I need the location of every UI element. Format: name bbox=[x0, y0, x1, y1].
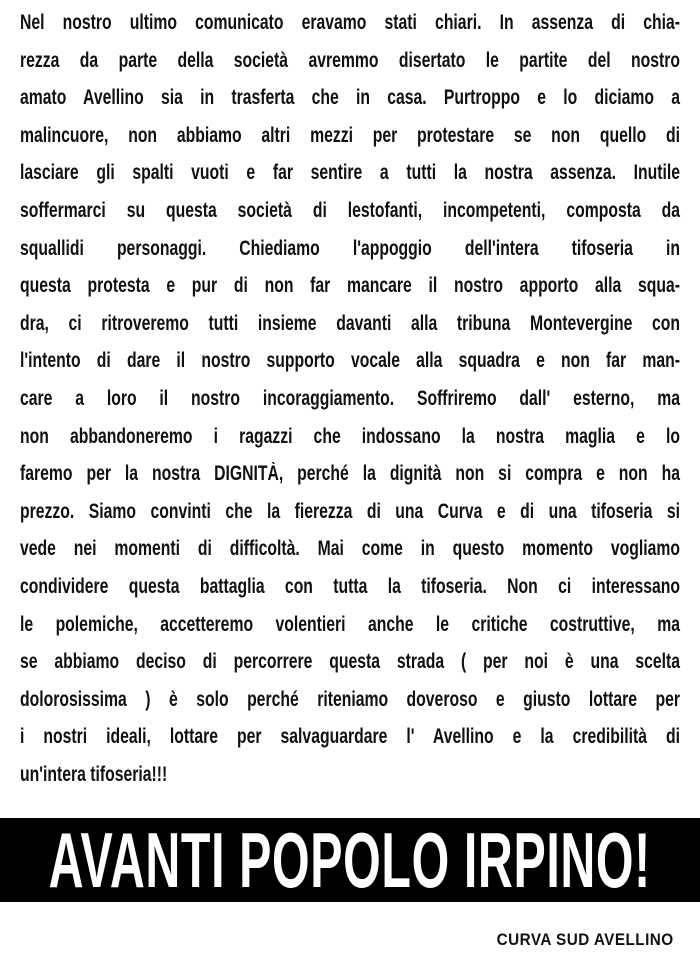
text-line: Nel nostro ultimo comunicato eravamo stati chiari. In assenza di chia- bbox=[20, 11, 680, 34]
text-line: faremo per la nostra DIGNITÀ, perché la dignità non si compra e non ha bbox=[20, 462, 680, 486]
text-line: lasciare gli spalti vuoti e far sentire a tutti la nostra assenza. Inutile bbox=[20, 161, 680, 185]
slogan-banner bbox=[0, 818, 700, 902]
text-line: questa protesta e pur di non far mancare il nostro apporto alla squa- bbox=[20, 274, 680, 298]
text-line: dra, ci ritroveremo tutti insieme davanti alla tribuna Montevergine con bbox=[20, 311, 680, 335]
signature: CURVA SUD AVELLINO bbox=[497, 930, 674, 949]
statement-body bbox=[20, 8, 680, 797]
text-line: squallidi personaggi. Chiediamo l'appoggio dell'intera tifoseria in bbox=[20, 236, 680, 260]
text-line: prezzo. Siamo convinti che la fierezza di una Curva e di una tifoseria si bbox=[20, 499, 680, 523]
text-line: amato Avellino sia in trasferta che in casa. Purtroppo e lo diciamo a bbox=[20, 86, 680, 110]
text-line: se abbiamo deciso di percorrere questa strada ( per noi è una scelta bbox=[20, 650, 680, 674]
text-line: care a loro il nostro incoraggiamento. Soffriremo dall' esterno, ma bbox=[20, 386, 680, 410]
text-line: rezza da parte della società avremmo disertato le partite del nostro bbox=[20, 48, 680, 72]
text-line: un'intera tifoseria!!! bbox=[20, 762, 168, 786]
text-line: malincuore, non abbiamo altri mezzi per protestare se non quello di bbox=[20, 123, 680, 147]
slogan-text: AVANTI POPOLO IRPINO! bbox=[48, 818, 652, 902]
text-line: i nostri ideali, lottare per salvaguardare l' Avellino e la credibilità di bbox=[20, 725, 680, 749]
text-line: condividere questa battaglia con tutta la tifoseria. Non ci interessano bbox=[20, 574, 680, 598]
text-line: non abbandoneremo i ragazzi che indossano la nostra maglia e lo bbox=[20, 424, 680, 448]
text-line: le polemiche, accetteremo volentieri anche le critiche costruttive, ma bbox=[20, 612, 680, 636]
text-line: vede nei momenti di difficoltà. Mai come in questo momento vogliamo bbox=[20, 537, 680, 561]
text-line: dolorosissima ) è solo perché riteniamo doveroso e giusto lottare per bbox=[20, 687, 680, 711]
text-line: l'intento di dare il nostro supporto vocale alla squadra e non far man- bbox=[20, 349, 680, 373]
text-line: soffermarci su questa società di lestofanti, incompetenti, composta da bbox=[20, 198, 680, 222]
